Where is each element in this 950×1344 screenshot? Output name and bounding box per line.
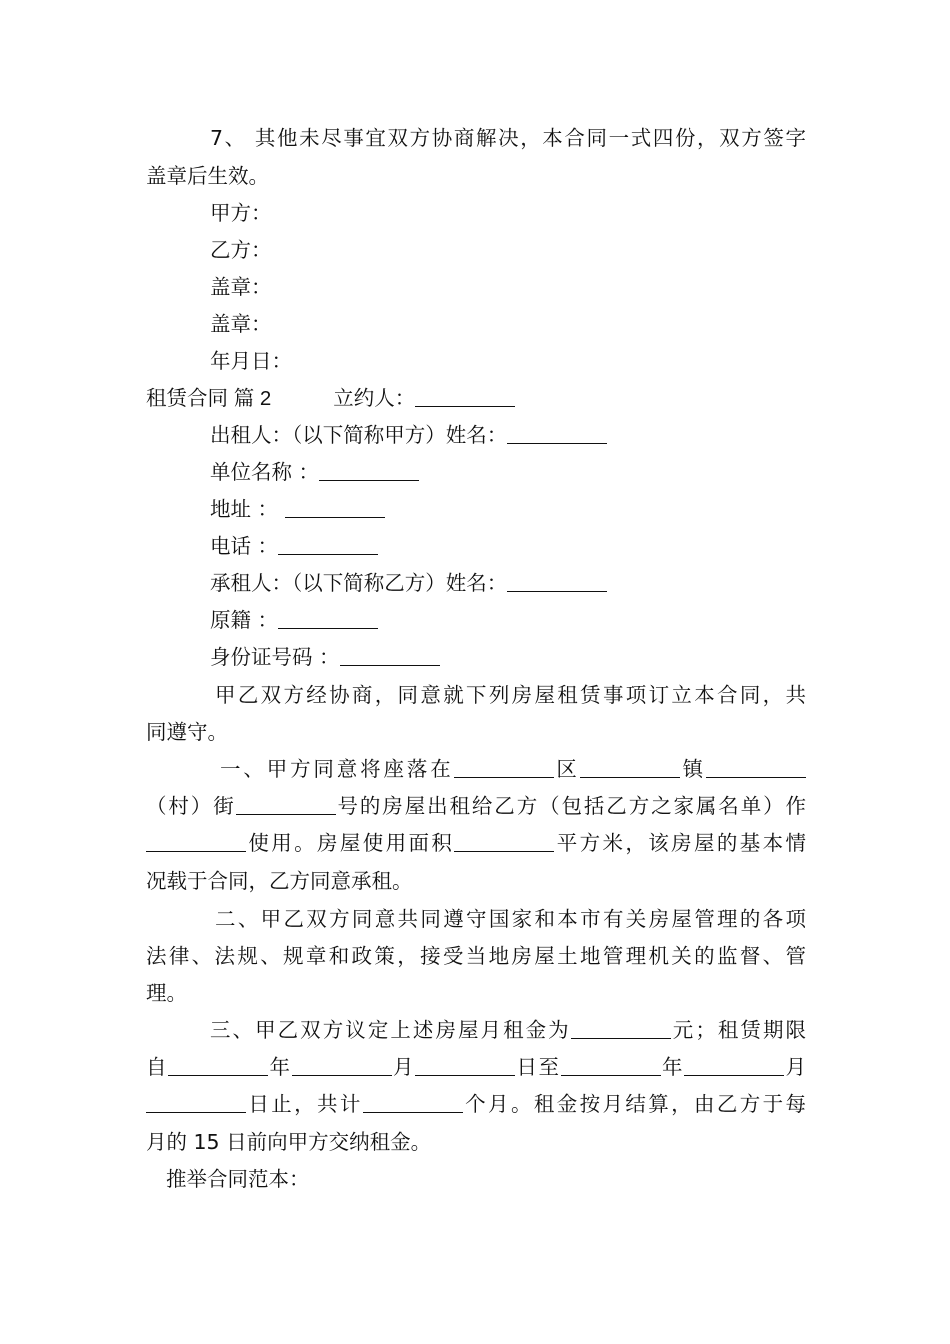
article-1-line: 况载于合同，乙方同意承租。	[146, 869, 413, 893]
article-1-line: 使用。房屋使用面积 平方米，该房屋的基本情	[146, 829, 806, 857]
article-3-line: 自 年 月 日至 年 月	[146, 1055, 806, 1079]
blank-field	[580, 757, 680, 778]
blank-field	[507, 571, 607, 592]
article-2-line: 理。	[146, 981, 187, 1005]
blank-field	[168, 1055, 268, 1076]
blank-field	[561, 1055, 661, 1076]
unit-row: 单位名称 ：	[210, 458, 419, 486]
blank-field	[454, 831, 554, 852]
paragraph-line: 甲乙双方经协商，同意就下列房屋租赁事项订立本合同，共	[215, 683, 806, 707]
blank-field	[706, 757, 806, 778]
seal-label: 盖章：	[210, 312, 272, 336]
recommend-templates-label: 推举合同范本：	[166, 1167, 310, 1191]
lessee-row: 承租人：（以下简称乙方）姓名：	[210, 569, 607, 597]
blank-field	[146, 1092, 246, 1113]
signer-label: 立约人：	[333, 386, 416, 410]
blank-field	[319, 460, 419, 481]
article-1-line: （村）街 号的房屋出租给乙方（包括乙方之家属名单）作	[146, 794, 807, 818]
contract-title-row	[146, 384, 515, 413]
blank-field	[278, 534, 378, 555]
blank-field	[146, 831, 246, 852]
blank-field	[571, 1018, 671, 1039]
date-label: 年月日：	[210, 349, 292, 373]
seal-label: 盖章：	[210, 275, 272, 299]
blank-field	[684, 1055, 784, 1076]
contract-title: 租赁合同 篇 2	[146, 387, 272, 410]
blank-field	[292, 1055, 392, 1076]
blank-field	[415, 1055, 515, 1076]
paragraph-line: 盖章后生效。	[146, 164, 269, 188]
article-3-line: 三、甲乙双方议定上述房屋月租金为 元；租赁期限	[210, 1018, 807, 1042]
party-b-label: 乙方：	[210, 238, 272, 262]
blank-field	[415, 386, 515, 407]
lessor-row: 出租人：（以下简称甲方）姓名：	[210, 421, 607, 449]
blank-field	[340, 645, 440, 666]
blank-field	[454, 757, 554, 778]
article-3-line: 月的 15 日前向甲方交纳租金。	[146, 1130, 432, 1154]
article-3-line: 日止，共计 个月。租金按月结算，由乙方于每	[146, 1090, 806, 1118]
article-2-line: 二、甲乙双方同意共同遵守国家和本市有关房屋管理的各项	[215, 907, 806, 931]
paragraph-line: 7、 其他未尽事宜双方协商解决，本合同一式四份，双方签字	[210, 126, 806, 150]
blank-field	[278, 608, 378, 629]
origin-row: 原籍 ：	[210, 606, 378, 634]
blank-field	[285, 497, 385, 518]
blank-field	[236, 794, 336, 815]
blank-field	[363, 1092, 463, 1113]
id-number-row: 身份证号码 ：	[210, 643, 440, 671]
paragraph-line: 同遵守。	[146, 720, 228, 744]
article-1-line: 一、甲方同意将座落在 区 镇	[220, 755, 806, 783]
blank-field	[507, 423, 607, 444]
article-2-line: 法律、法规、规章和政策，接受当地房屋土地管理机关的监督、管	[146, 944, 806, 968]
phone-row: 电话 ：	[210, 532, 378, 560]
address-row: 地址 ：	[210, 495, 385, 523]
party-a-label: 甲方：	[210, 201, 272, 225]
